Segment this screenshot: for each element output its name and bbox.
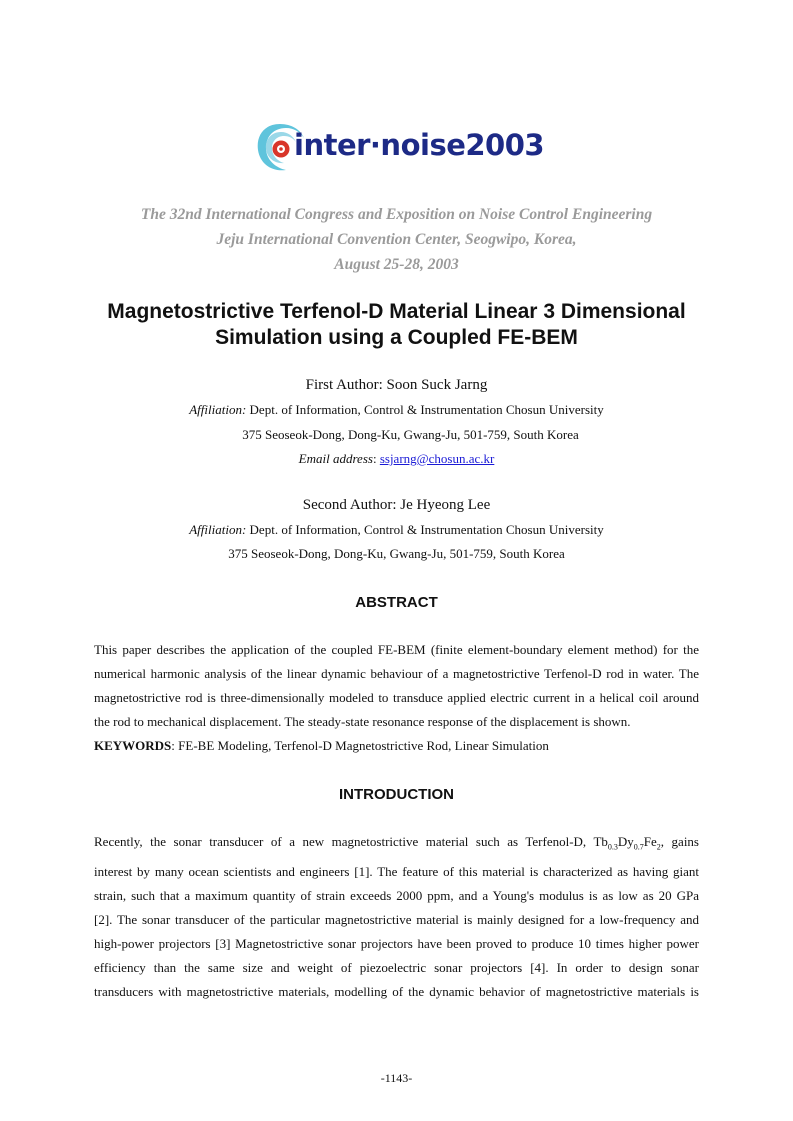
formula-element: Dy: [617, 834, 634, 849]
introduction-line: transducers with magnetostrictive materials, modelling of the dynamic behavior of magnetostrictive materials is: [94, 983, 699, 999]
affiliation-text: Dept. of Information, Control & Instrumentation Chosun University: [249, 522, 604, 537]
intro-text: , gains: [660, 834, 699, 849]
abstract-line: magnetostrictive rod is three-dimensionally modeled to transduce applied electric current in a helical coil around: [94, 690, 699, 705]
paper-title-line-2: Simulation using a Coupled FE-BEM: [215, 326, 578, 349]
second-author-address: 375 Seoseok-Dong, Dong-Ku, Gwang-Ju, 501-759, South Korea: [228, 546, 565, 561]
introduction-line: [2]. The sonar transducer of the particular magnetostrictive material is mainly designed for a low-frequency and: [94, 911, 699, 927]
abstract-line: the rod to mechanical displacement. The steady-state resonance response of the displacement is shown.: [94, 714, 631, 729]
first-author-email: Email address: ssjarng@chosun.ac.kr: [298, 451, 495, 466]
first-author: First Author: Soon Suck Jarng: [305, 377, 488, 393]
first-author-address: 375 Seoseok-Dong, Dong-Ku, Gwang-Ju, 501-759, South Korea: [242, 427, 579, 442]
conference-logo: [254, 120, 544, 176]
logo-wordmark: inter·noise2003: [294, 128, 545, 162]
formula-element: Fe: [643, 834, 657, 849]
introduction-line: interest by many ocean scientists and engineers [1]. The feature of this material is characterized as having giant: [94, 863, 699, 879]
abstract-heading: ABSTRACT: [355, 594, 438, 611]
introduction-line: high-power projectors [3] Magnetostrictive sonar projectors have been proved to produce 10 times higher power: [94, 935, 699, 951]
email-label: Email address: [298, 451, 373, 466]
paper-title-line-1: Magnetostrictive Terfenol-D Material Linear 3 Dimensional: [107, 300, 686, 323]
abstract-line: numerical harmonic analysis of the linear dynamic behaviour of a magnetostrictive Terfenol-D rod in water. The: [94, 666, 699, 681]
abstract-line: This paper describes the application of the coupled FE-BEM (finite element-boundary element method) for the: [94, 642, 699, 657]
keywords-line: KEYWORDS: FE-BE Modeling, Terfenol-D Magnetostrictive Rod, Linear Simulation: [94, 738, 549, 753]
email-link[interactable]: ssjarng@chosun.ac.kr: [379, 451, 495, 466]
page-number: -1143-: [380, 1071, 413, 1085]
formula-subscript: 2: [656, 842, 661, 852]
intro-text: Recently, the sonar transducer of a new magnetostrictive material such as Terfenol-D, Tb: [94, 834, 608, 849]
second-author: Second Author: Je Hyeong Lee: [302, 497, 491, 513]
congress-line-1: The 32nd International Congress and Exposition on Noise Control Engineering: [140, 206, 653, 223]
formula-subscript: 0.3: [607, 842, 618, 852]
congress-line-2: Jeju International Convention Center, Seogwipo, Korea,: [216, 231, 577, 248]
keywords-label: KEYWORDS: [94, 738, 172, 753]
affiliation-text: Dept. of Information, Control & Instrumentation Chosun University: [249, 402, 604, 417]
introduction-line: [94, 830, 699, 860]
affiliation-label: Affiliation:: [189, 522, 247, 537]
second-author-affiliation: [0, 522, 793, 538]
introduction-body: [94, 830, 699, 1004]
introduction-line: efficiency than the same size and weight of piezoelectric sonar projectors [4]. In order to design sonar: [94, 959, 699, 975]
introduction-heading: INTRODUCTION: [339, 786, 454, 803]
affiliation-label: Affiliation:: [189, 402, 247, 417]
keywords-text: FE-BE Modeling, Terfenol-D Magnetostrictive Rod, Linear Simulation: [178, 738, 549, 753]
abstract-body: [94, 638, 699, 758]
introduction-line: strain, such that a maximum quantity of strain exceeds 2000 ppm, and a Young's modulus is as low as 20 GPa: [94, 887, 699, 903]
first-author-affiliation: [0, 402, 793, 418]
formula-subscript: 0.7: [633, 842, 644, 852]
congress-line-3: August 25-28, 2003: [334, 256, 459, 273]
